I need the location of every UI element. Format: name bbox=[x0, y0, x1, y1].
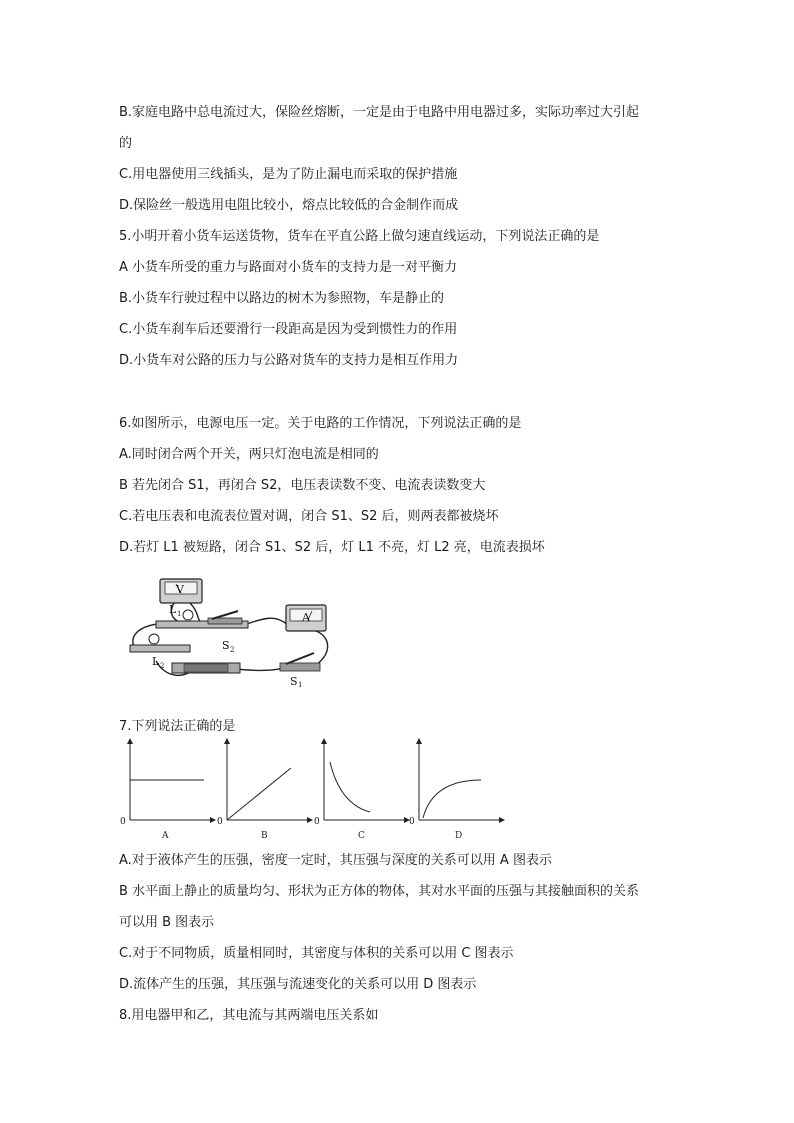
option-d-q7: D.流体产生的压强，其压强与流速变化的关系可以用 D 图表示 bbox=[119, 977, 477, 992]
option-b-q5: B.小货车行驶过程中以路边的树木为参照物，车是静止的 bbox=[119, 291, 445, 306]
graph-a bbox=[122, 742, 212, 842]
graph-d bbox=[411, 742, 501, 842]
graph-b-label: B bbox=[261, 831, 268, 841]
ammeter-label: A bbox=[302, 611, 310, 624]
option-c-q4: C.用电器使用三线插头，是为了防止漏电而采取的保护措施 bbox=[119, 167, 458, 182]
option-d-q6: D.若灯 L1 被短路，闭合 S1、S2 后，灯 L1 不亮，灯 L2 亮，电流表损坏 bbox=[119, 540, 545, 555]
lamp2-label: L bbox=[152, 655, 160, 668]
switch2-label-sub: 2 bbox=[230, 646, 235, 654]
question-8: 8.用电器甲和乙，其电流与其两端电压关系如 bbox=[119, 1008, 379, 1023]
battery-icon bbox=[172, 663, 240, 673]
switch1-icon bbox=[280, 653, 320, 671]
option-b-q7-line1: B 水平面上静止的质量均匀、形状为正方体的物体，其对水平面的压强与其接触面积的关系 bbox=[119, 884, 640, 899]
switch1-label-sub: 1 bbox=[298, 681, 303, 687]
lamp2-icon bbox=[149, 634, 159, 646]
question-6: 6.如图所示，电源电压一定。关于电路的工作情况，下列说法正确的是 bbox=[119, 416, 522, 431]
option-b-q7-line2: 可以用 B 图表示 bbox=[119, 915, 215, 930]
option-b-q4-line2: 的 bbox=[119, 136, 133, 151]
graph-b-curve bbox=[227, 768, 291, 820]
voltmeter-icon bbox=[160, 579, 202, 603]
lamp1-label: L bbox=[169, 603, 177, 616]
lamp2-label-sub: 2 bbox=[160, 662, 165, 670]
option-b-q6: B 若先闭合 S1，再闭合 S2，电压表读数不变、电流表读数变大 bbox=[119, 478, 486, 493]
graph-d-curve bbox=[423, 780, 481, 818]
lamp1-label-sub: 1 bbox=[177, 610, 182, 618]
graph-c-curve bbox=[330, 762, 370, 812]
option-a-q7: A.对于液体产生的压强，密度一定时，其压强与深度的关系可以用 A 图表示 bbox=[119, 853, 552, 868]
ammeter-icon bbox=[286, 605, 326, 631]
option-d-q4: D.保险丝一般选用电阻比较小，熔点比较低的合金制作而成 bbox=[119, 198, 459, 213]
switch1-label: S bbox=[290, 675, 298, 687]
circuit-figure bbox=[126, 575, 338, 687]
graph-a-origin: 0 bbox=[120, 817, 126, 827]
option-c-q7: C.对于不同物质，质量相同时，其密度与体积的关系可以用 C 图表示 bbox=[119, 946, 514, 961]
graph-c bbox=[316, 742, 406, 842]
voltmeter-label: V bbox=[176, 583, 184, 596]
option-b-q4-line1: B.家庭电路中总电流过大，保险丝熔断，一定是由于电路中用电器过多，实际功率过大引起 bbox=[119, 105, 640, 120]
question-7: 7.下列说法正确的是 bbox=[119, 719, 236, 734]
option-c-q5: C.小货车刹车后还要滑行一段距高是因为受到惯性力的作用 bbox=[119, 322, 458, 337]
option-d-q5: D.小货车对公路的压力与公路对货车的支持力是相互作用力 bbox=[119, 353, 459, 368]
graph-c-origin: 0 bbox=[314, 817, 320, 827]
option-a-q6: A.同时闭合两个开关，两只灯泡电流是相同的 bbox=[119, 447, 379, 462]
graph-b bbox=[219, 742, 309, 842]
option-c-q6: C.若电压表和电流表位置对调，闭合 S1、S2 后，则两表都被烧坏 bbox=[119, 509, 499, 524]
switch2-label: S bbox=[222, 639, 230, 652]
question-5: 5.小明开着小货车运送货物，货车在平直公路上做匀速直线运动，下列说法正确的是 bbox=[119, 229, 600, 244]
graph-d-label: D bbox=[455, 831, 463, 841]
graph-d-origin: 0 bbox=[409, 817, 415, 827]
option-a-q5: A 小货车所受的重力与路面对小货车的支持力是一对平衡力 bbox=[119, 260, 458, 275]
switch2-icon bbox=[208, 611, 242, 624]
lamp1-icon bbox=[183, 610, 193, 622]
graph-c-label: C bbox=[358, 831, 365, 841]
graph-b-origin: 0 bbox=[217, 817, 223, 827]
graph-a-label: A bbox=[162, 831, 169, 841]
